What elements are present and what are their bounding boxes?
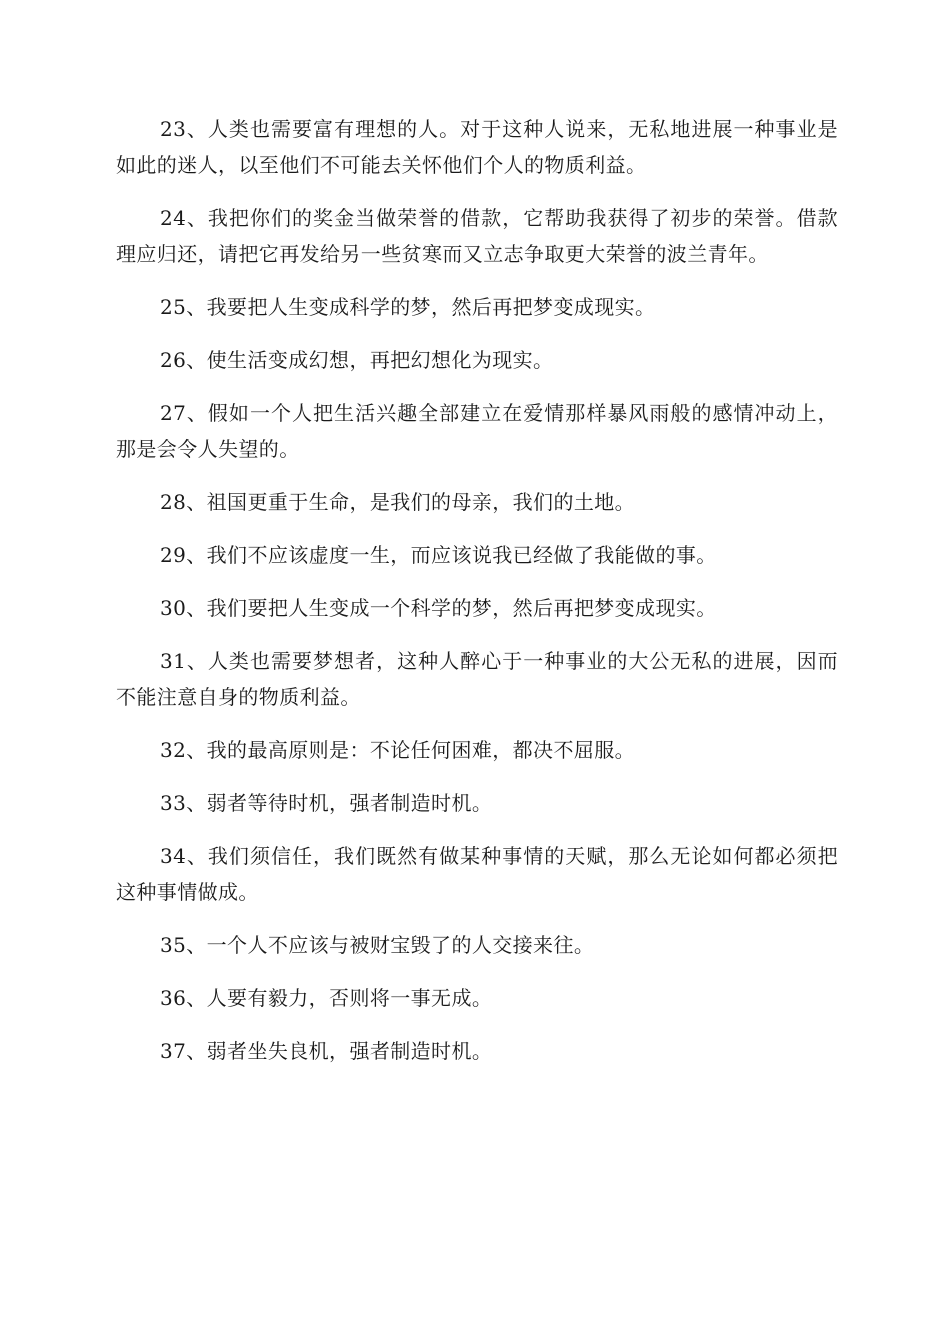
paragraph-24: 24、我把你们的奖金当做荣誉的借款，它帮助我获得了初步的荣誉。借款理应归还，请把它再发给另一些贫寒而又立志争取更大荣誉的波兰青年。	[116, 206, 838, 266]
paragraph-30: 30、我们要把人生变成一个科学的梦，然后再把梦变成现实。	[160, 596, 717, 620]
paragraph-31: 31、人类也需要梦想者，这种人醉心于一种事业的大公无私的进展，因而不能注意自身的物质利益。	[116, 649, 838, 709]
paragraph-33: 33、弱者等待时机，强者制造时机。	[160, 791, 493, 815]
paragraph-27: 27、假如一个人把生活兴趣全部建立在爱情那样暴风雨般的感情冲动上，那是会令人失望的。	[116, 401, 838, 461]
paragraph-37: 37、弱者坐失良机，强者制造时机。	[160, 1039, 493, 1063]
paragraph-32: 32、我的最高原则是：不论任何困难，都决不屈服。	[160, 738, 636, 762]
paragraph-23: 23、人类也需要富有理想的人。对于这种人说来，无私地进展一种事业是如此的迷人，以至他们不可能去关怀他们个人的物质利益。	[116, 117, 838, 177]
paragraph-35: 35、一个人不应该与被财宝毁了的人交接来往。	[160, 933, 595, 957]
paragraph-26: 26、使生活变成幻想，再把幻想化为现实。	[160, 348, 554, 372]
paragraph-34: 34、我们须信任，我们既然有做某种事情的天赋，那么无论如何都必须把这种事情做成。	[116, 844, 838, 904]
document-body	[116, 111, 838, 1086]
paragraph-25: 25、我要把人生变成科学的梦，然后再把梦变成现实。	[160, 295, 656, 319]
paragraph-28: 28、祖国更重于生命，是我们的母亲，我们的土地。	[160, 490, 636, 514]
paragraph-36: 36、人要有毅力，否则将一事无成。	[160, 986, 493, 1010]
paragraph-29: 29、我们不应该虚度一生，而应该说我已经做了我能做的事。	[160, 543, 717, 567]
